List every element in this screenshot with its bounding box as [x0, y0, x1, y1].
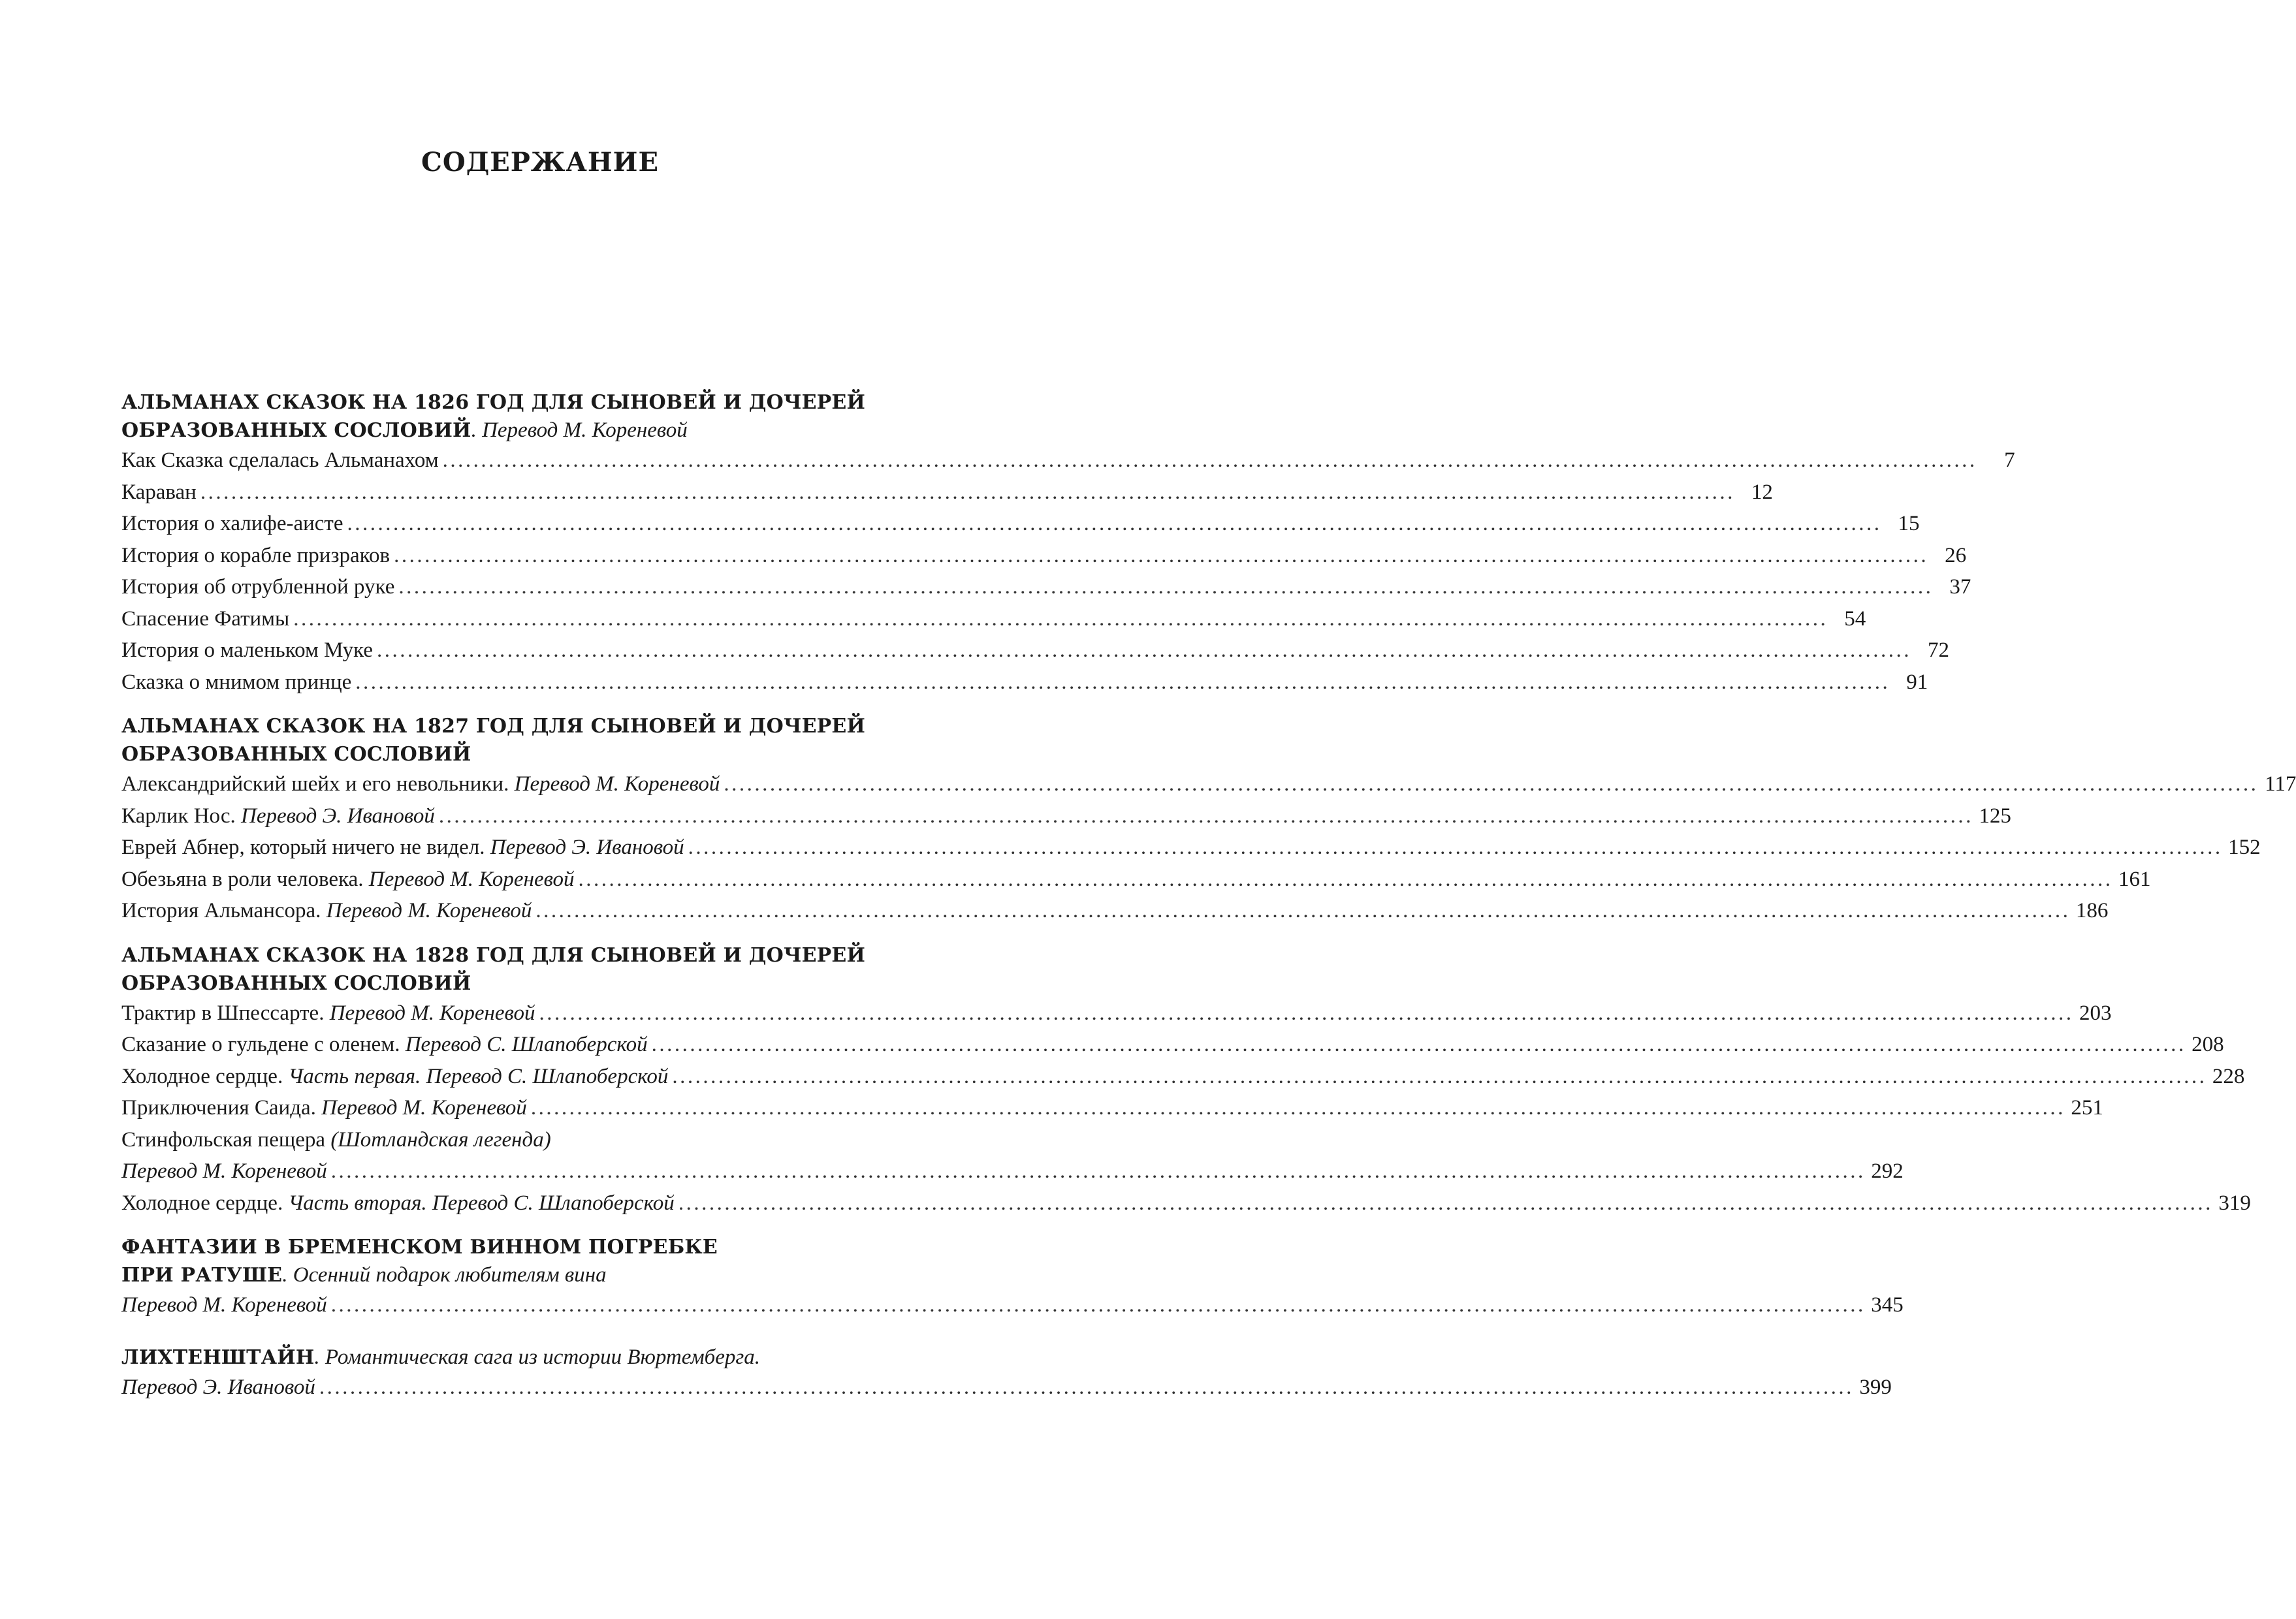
entry-translator: Перевод Э. Ивановой	[121, 1375, 315, 1399]
leader-dots: ........................................................................................................................................................................................................	[394, 543, 1929, 567]
entry-translator: Перевод М. Кореневой	[368, 867, 575, 891]
page-number: 319	[2218, 1191, 2251, 1215]
leader-dots: ........................................................................................................................................................................................................	[293, 606, 1828, 631]
section-heading-line: ОБРАЗОВАННЫХ СОСЛОВИЙ	[121, 419, 471, 442]
entry-title: Еврей Абнер, который ничего не видел. Перевод Э. Ивановой	[121, 836, 684, 859]
entry-translator: Перевод М. Кореневой	[121, 1159, 327, 1183]
leader-dots: ........................................................................................................................................................................................................	[651, 1033, 2186, 1056]
entry-title: Стинфольская пещера	[121, 1127, 331, 1152]
leader-dots: ........................................................................................................................................................................................................	[438, 804, 1973, 828]
entry-title: Холодное сердце. Часть вторая. Перевод С. Шлапоберской	[121, 1191, 675, 1215]
entry-translator: Перевод С. Шлапоберской	[405, 1033, 648, 1056]
leader-dots: ........................................................................................................................................................................................................	[442, 448, 1977, 472]
page-number: 125	[1979, 804, 2011, 828]
page-number: 26	[1945, 543, 1967, 567]
entry-title: История о халифе-аисте	[121, 512, 343, 535]
page-number: 399	[1859, 1375, 1892, 1399]
page-number: 228	[2212, 1064, 2245, 1088]
page-number: 117	[2265, 772, 2296, 796]
page-number: 251	[2071, 1096, 2103, 1120]
entry-title: Сказание о гульдене с оленем. Перевод С. Шлапоберской	[121, 1033, 648, 1056]
toc-entry[interactable]	[121, 895, 2109, 927]
leader-dots: ........................................................................................................................................................................................................	[347, 512, 1882, 535]
leader-dots: ........................................................................................................................................................................................................	[678, 1191, 2213, 1215]
entry-title: Сказка о мнимом принце	[121, 670, 352, 694]
entry-translator: Часть первая. Перевод С. Шлапоберской	[288, 1064, 669, 1088]
toc-entry[interactable]	[121, 477, 1773, 509]
toc-section-lichtenstein	[121, 1344, 1892, 1404]
toc-entry[interactable]	[121, 667, 1928, 699]
entry-title: Как Сказка сделалась Альманахом	[121, 448, 439, 472]
leader-dots: ........................................................................................................................................................................................................	[539, 1001, 2074, 1025]
entry-title: Холодное сердце. Часть первая. Перевод С. Шлапоберской	[121, 1064, 669, 1088]
entry-title: История о маленьком Муке	[121, 638, 373, 662]
toc-entry-first-line[interactable]	[121, 1124, 930, 1156]
section-heading	[121, 712, 930, 740]
section-heading-line: ЛИХТЕНШТАЙН	[121, 1345, 315, 1369]
toc-entry[interactable]	[121, 1092, 2103, 1124]
section-heading	[121, 388, 930, 417]
toc-entry[interactable]	[121, 1029, 2224, 1061]
page-number: 292	[1871, 1159, 1904, 1183]
toc-entry[interactable]	[121, 445, 2015, 477]
entry-title: Обезьяна в роли человека. Перевод М. Кореневой	[121, 867, 575, 891]
leader-dots: ........................................................................................................................................................................................................	[330, 1159, 1866, 1183]
section-heading	[121, 417, 930, 445]
entry-title: Александрийский шейх и его невольники. Перевод М. Кореневой	[121, 772, 720, 796]
toc-entry[interactable]	[121, 864, 2151, 896]
leader-dots: ........................................................................................................................................................................................................	[319, 1375, 1854, 1399]
leader-dots: ........................................................................................................................................................................................................	[355, 670, 1890, 694]
toc-entry[interactable]	[121, 603, 1866, 635]
toc-entry[interactable]	[121, 571, 1971, 603]
page-number: 152	[2228, 836, 2261, 859]
toc-entry[interactable]	[121, 508, 1920, 540]
leader-dots: ........................................................................................................................................................................................................	[724, 772, 2259, 796]
entry-title: Приключения Саида. Перевод М. Кореневой	[121, 1096, 527, 1120]
toc-entry[interactable]	[121, 998, 2112, 1030]
entry-title: История о корабле призраков	[121, 543, 391, 567]
page-number: 186	[2075, 899, 2109, 922]
section-subtitle: . Романтическая сага из истории Вюртемберга.	[314, 1345, 760, 1369]
leader-dots: ........................................................................................................................................................................................................	[200, 480, 1735, 504]
entry-translator: Перевод М. Кореневой	[121, 1293, 327, 1317]
page-number: 54	[1844, 606, 1866, 631]
toc-entry[interactable]	[121, 800, 2011, 832]
page-number: 208	[2192, 1033, 2224, 1056]
section-heading-line: ОБРАЗОВАННЫХ СОСЛОВИЙ	[121, 743, 471, 766]
leader-dots: ........................................................................................................................................................................................................	[688, 836, 2223, 859]
page-number: 72	[1927, 638, 1949, 662]
toc-entry[interactable]	[121, 768, 2296, 800]
section-heading	[121, 1233, 930, 1261]
leader-dots: ........................................................................................................................................................................................................	[530, 1096, 2065, 1120]
section-heading-line: ОБРАЗОВАННЫХ СОСЛОВИЙ	[121, 971, 471, 995]
page-number: 91	[1906, 670, 1928, 694]
table-of-contents	[121, 388, 2296, 1417]
entry-title: Караван	[121, 480, 197, 504]
toc-entry[interactable]	[121, 1187, 2251, 1219]
entry-title: История об отрубленной руке	[121, 575, 395, 599]
page-number: 7	[2004, 448, 2015, 472]
toc-entry[interactable]	[121, 832, 2261, 864]
leader-dots: ........................................................................................................................................................................................................	[535, 899, 2071, 922]
page-number: 37	[1949, 575, 1971, 599]
section-heading	[121, 1261, 930, 1289]
section-heading-line: ФАНТАЗИИ В БРЕМЕНСКОМ ВИННОМ ПОГРЕБКЕ	[121, 1236, 718, 1259]
entry-title: Карлик Нос. Перевод Э. Ивановой	[121, 804, 435, 828]
toc-section-bremen	[121, 1233, 1904, 1321]
toc-entry[interactable]	[121, 635, 1949, 667]
leader-dots: ........................................................................................................................................................................................................	[376, 638, 1911, 662]
entry-translator: Часть вторая. Перевод С. Шлапоберской	[288, 1191, 675, 1215]
entry-translator: Перевод М. Кореневой	[326, 899, 532, 922]
toc-entry[interactable]	[121, 1372, 1892, 1404]
page-number: 15	[1898, 512, 1920, 535]
section-heading-line: АЛЬМАНАХ СКАЗОК НА 1827 ГОД ДЛЯ СЫНОВЕЙ И ДОЧЕРЕЙ	[121, 715, 866, 738]
section-heading-line: АЛЬМАНАХ СКАЗОК НА 1828 ГОД ДЛЯ СЫНОВЕЙ И ДОЧЕРЕЙ	[121, 943, 866, 967]
toc-section-1827	[121, 712, 2296, 927]
toc-entry[interactable]	[121, 540, 1967, 572]
page-number: 161	[2118, 867, 2151, 891]
entry-translator: Перевод Э. Ивановой	[490, 836, 684, 859]
leader-dots: ........................................................................................................................................................................................................	[578, 867, 2113, 891]
entry-title: Трактир в Шпессарте. Перевод М. Кореневой	[121, 1001, 535, 1025]
page-title: СОДЕРЖАНИЕ	[421, 147, 659, 178]
toc-entry[interactable]	[121, 1155, 1904, 1187]
section-heading	[121, 1344, 930, 1372]
toc-entry[interactable]	[121, 1061, 2245, 1093]
entry-translator: Перевод М. Кореневой	[321, 1096, 527, 1120]
section-heading	[121, 969, 930, 998]
entry-translator: Перевод Э. Ивановой	[241, 804, 435, 828]
page-number: 345	[1871, 1293, 1904, 1317]
page-number: 12	[1751, 480, 1773, 504]
entry-title: Спасение Фатимы	[121, 606, 290, 631]
leader-dots: ........................................................................................................................................................................................................	[398, 575, 1934, 599]
section-translator: . Перевод М. Кореневой	[471, 418, 688, 442]
toc-section-1826	[121, 388, 2015, 698]
section-heading	[121, 740, 930, 768]
section-heading-line: АЛЬМАНАХ СКАЗОК НА 1826 ГОД ДЛЯ СЫНОВЕЙ И ДОЧЕРЕЙ	[121, 391, 866, 414]
entry-subtitle: (Шотландская легенда)	[330, 1127, 551, 1152]
toc-section-1828	[121, 941, 2251, 1219]
page-number: 203	[2079, 1001, 2112, 1025]
entry-translator: Перевод М. Кореневой	[329, 1001, 535, 1025]
leader-dots: ........................................................................................................................................................................................................	[672, 1064, 2207, 1088]
toc-entry[interactable]	[121, 1289, 1904, 1321]
entry-translator: Перевод М. Кореневой	[514, 772, 720, 796]
entry-title: История Альмансора. Перевод М. Кореневой	[121, 899, 532, 922]
section-heading-line: ПРИ РАТУШЕ	[121, 1264, 283, 1287]
section-subtitle: . Осенний подарок любителям вина	[282, 1263, 607, 1287]
leader-dots: ........................................................................................................................................................................................................	[330, 1293, 1866, 1317]
section-heading	[121, 941, 930, 969]
